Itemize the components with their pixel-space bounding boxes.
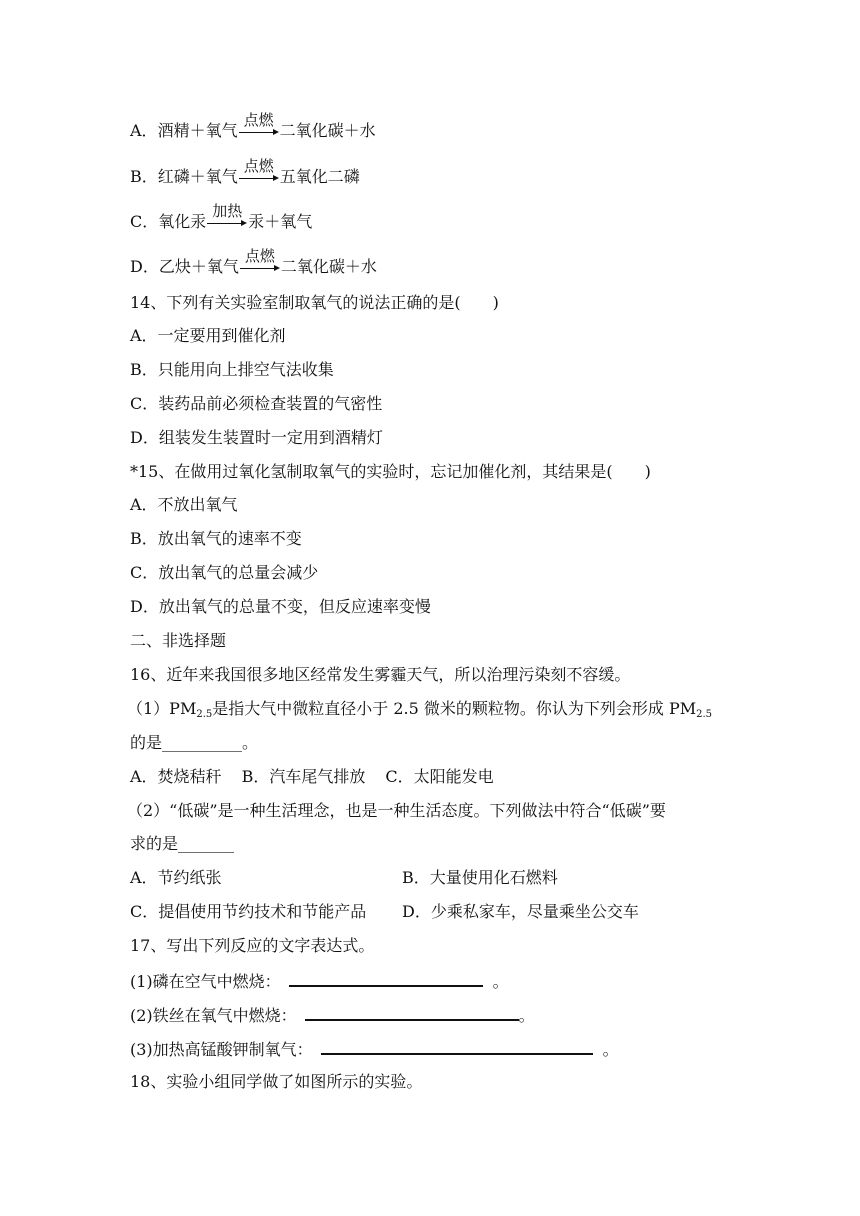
q15-stem: *15、在做用过氧化氢制取氧气的实验时，忘记加催化剂，其结果是( ) (130, 462, 651, 481)
q16-part1-line1: $(1)PM_{2.5}$是指大气中微粒直径小于 2.5 微米的颗粒物。你认为下列会形成 $PM_{2.5}$ (127, 699, 713, 720)
option-label: A． (130, 121, 158, 140)
reactants: 氧化汞 (158, 212, 207, 231)
q14-option-a: A．一定要用到催化剂 (130, 326, 286, 345)
q15-option-d: D．放出氧气的总量不变，但反应速率变慢 (130, 597, 431, 616)
products: 二氧化碳＋水 (280, 257, 377, 276)
q14-option-d: D．组装发生装置时一定用到酒精灯 (130, 428, 383, 447)
q15-option-a: A．不放出氧气 (130, 495, 238, 514)
reaction-condition: 点燃 (244, 247, 275, 265)
q17-item-2: (2)铁丝在氧气中燃烧： 。 (130, 1006, 535, 1025)
products: 五氧化二磷 (279, 167, 360, 186)
reaction-condition: 点燃 (243, 157, 274, 175)
option-a: A．焚烧秸秆 (130, 767, 222, 786)
reactants: 乙炔＋氧气 (158, 257, 239, 276)
option-label: C． (130, 212, 159, 231)
q13-option-d (130, 247, 377, 277)
q16-part2-option-d: D．少乘私家车，尽量乘坐公交车 (402, 902, 639, 921)
q14-stem: 14、下列有关实验室制取氧气的说法正确的是( ) (130, 293, 499, 312)
answer-blank[interactable] (305, 1004, 519, 1021)
q17-item-1: (1)磷在空气中燃烧： 。 (130, 972, 509, 991)
q16-stem: 16、近年来我国很多地区经常发生雾霾天气，所以治理污染刻不容缓。 (130, 665, 631, 684)
option-label: B． (130, 167, 158, 186)
subscript: 2.5 (196, 709, 213, 720)
q14-option-b: B．只能用向上排空气法收集 (130, 360, 334, 379)
q17-item-3: (3)加热高锰酸钾制氧气： 。 (130, 1040, 619, 1059)
q16-part2-option-c: C．提倡使用节约技术和节能产品 (130, 902, 367, 921)
reaction-arrow (240, 247, 280, 277)
q13-option-c (130, 202, 313, 232)
q16-part2-line1: （2）“低碳”是一种生活理念，也是一种生活态度。下列做法中符合“低碳”要 (127, 801, 666, 820)
q13-option-a (130, 111, 376, 141)
subscript: 2.5 (696, 709, 713, 720)
option-b: B．汽车尾气排放 (241, 767, 366, 786)
option-c: C．太阳能发电 (385, 767, 494, 786)
products: 二氧化碳＋水 (279, 121, 376, 140)
answer-blank[interactable] (321, 1038, 593, 1055)
q17-stem: 17、写出下列反应的文字表达式。 (130, 936, 375, 955)
q16-part2-line2: 求的是_______ (130, 834, 235, 853)
q18-stem: 18、实验小组同学做了如图所示的实验。 (130, 1072, 423, 1091)
q16-part2-option-a: A．节约纸张 (130, 868, 222, 887)
q16-part1-options (130, 767, 494, 787)
products: 汞＋氧气 (248, 212, 313, 231)
reaction-arrow (239, 111, 279, 141)
q15-option-b: B．放出氧气的速率不变 (130, 529, 302, 548)
q14-option-c: C．装药品前必须检查装置的气密性 (130, 394, 383, 413)
reactants: 红磷＋氧气 (157, 167, 238, 186)
reactants: 酒精＋氧气 (157, 121, 238, 140)
option-label: D． (130, 257, 159, 276)
answer-blank[interactable] (289, 970, 483, 987)
section-heading: 二、非选择题 (130, 631, 227, 650)
reaction-arrow (239, 157, 279, 187)
q13-option-b (130, 157, 360, 187)
reaction-condition: 点燃 (243, 111, 274, 129)
q15-option-c: C．放出氧气的总量会减少 (130, 563, 319, 582)
reaction-arrow (207, 202, 247, 232)
q16-part2-option-b: B．大量使用化石燃料 (402, 868, 558, 887)
reaction-condition: 加热 (212, 202, 243, 220)
q16-part1-line2: 的是__________。 (130, 733, 259, 752)
